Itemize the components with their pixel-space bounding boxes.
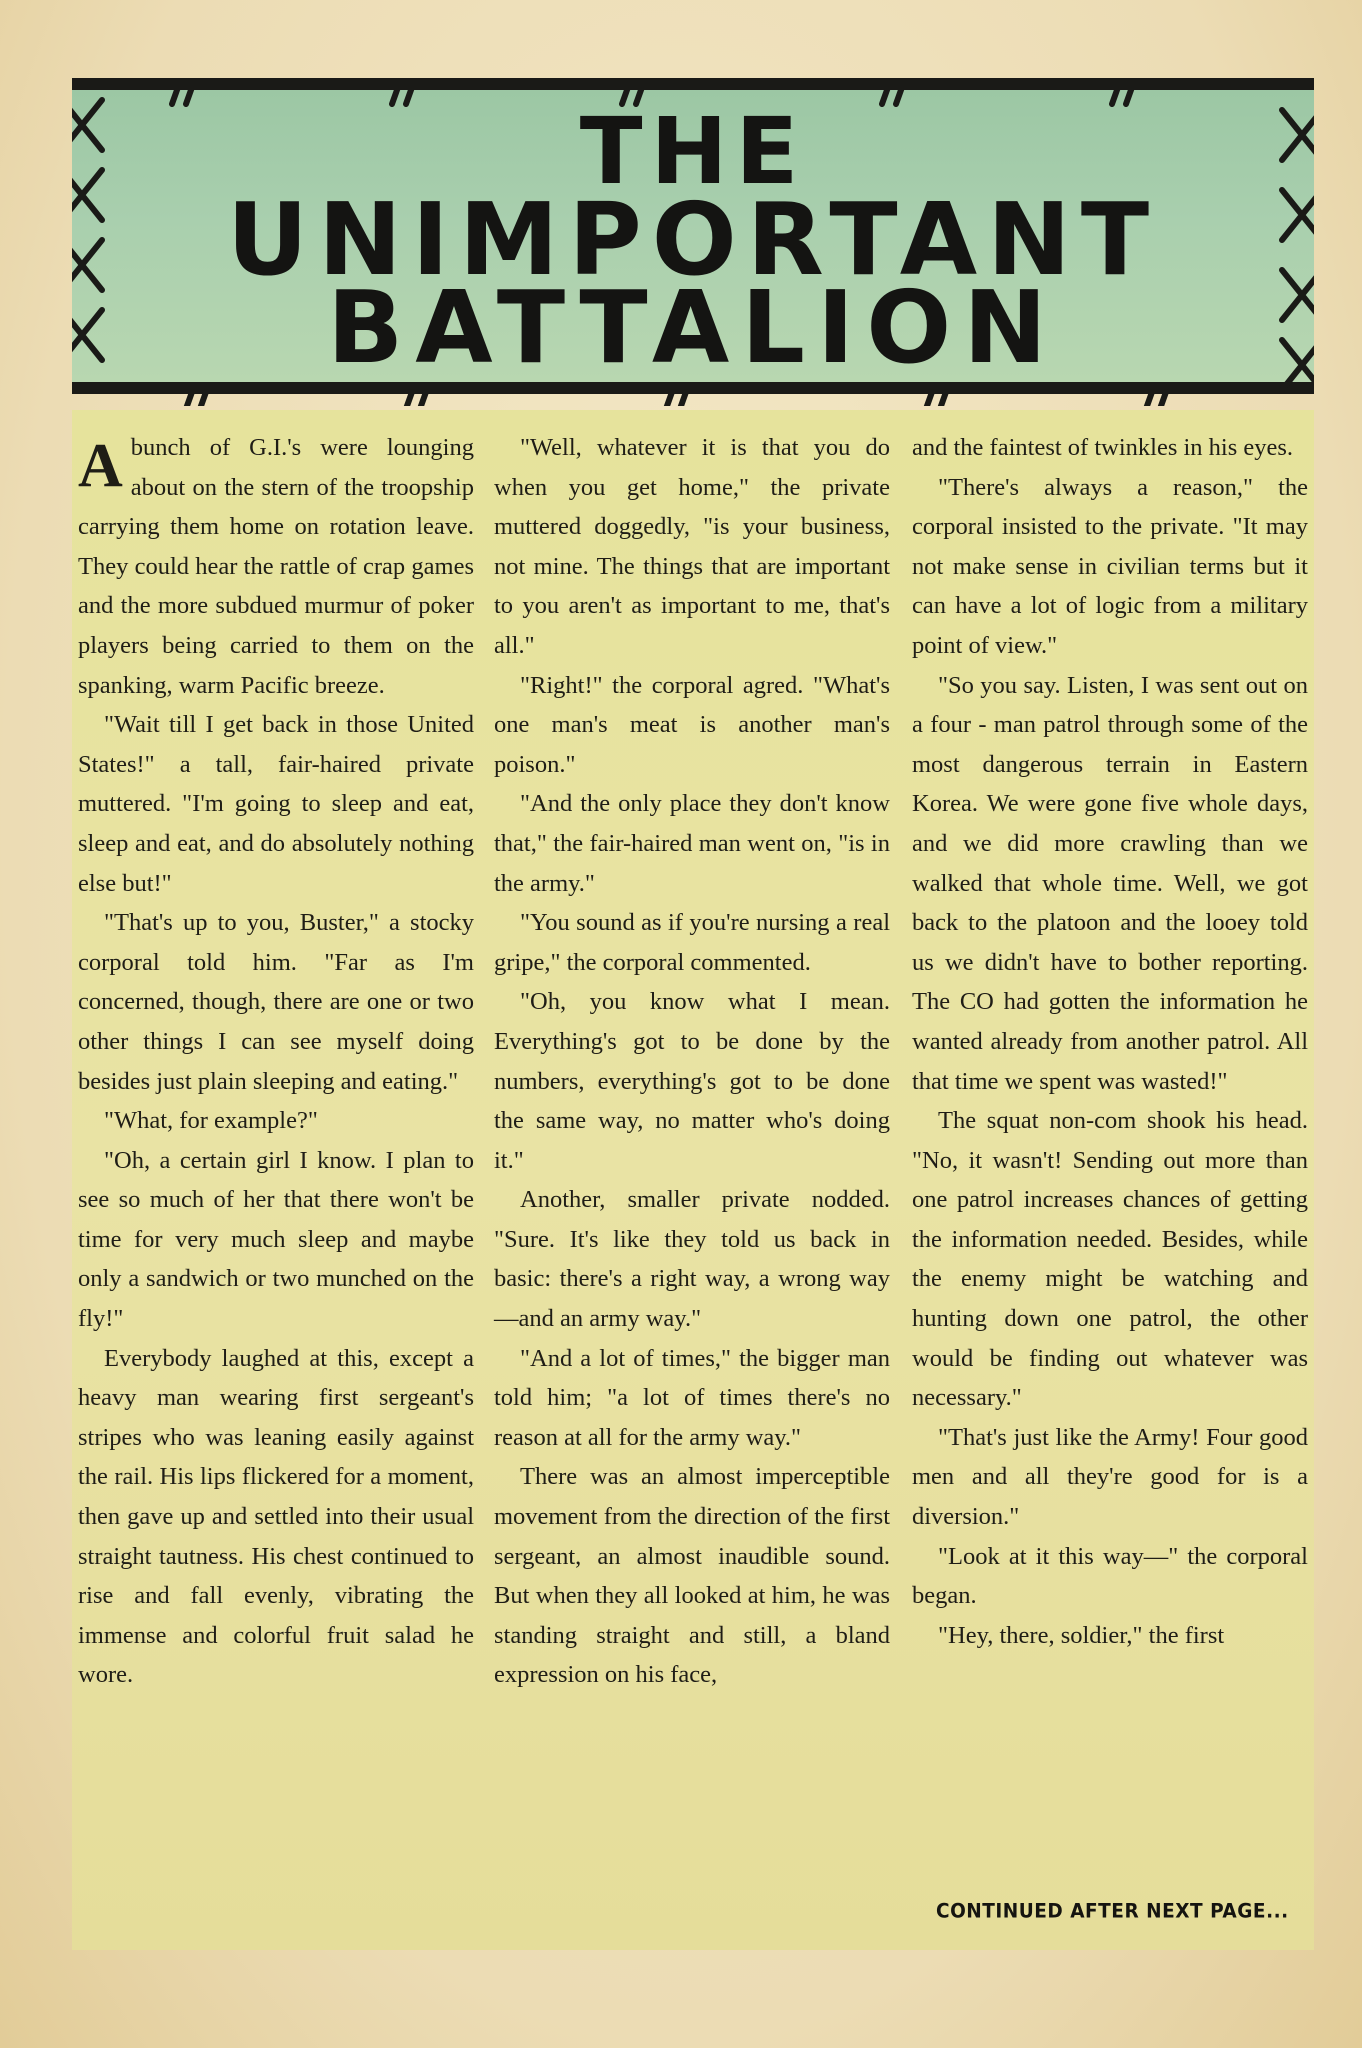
story-text-area [72, 410, 1314, 1950]
paragraph: "Right!" the corporal agred. "What's one man's meat is another man's poison." [494, 671, 890, 778]
paragraph: "What, for example?" [104, 1107, 318, 1135]
title-line-3: BATTALION [327, 269, 1059, 386]
paragraph: "You sound as if you're nursing a real gripe," the corporal commented. [494, 909, 890, 976]
paragraph: The squat non-com shook his head. "No, it wasn't! Sending out more than one patrol increases chances of getting the information needed. Besides, while the enemy might be watching and hunting down one patrol, the other would be finding out whatever was necessary." [912, 1107, 1308, 1412]
paragraph-text: bunch of G.I.'s were lounging about on the stern of the troopship carrying them home on rotation leave. They could hear the rattle of crap games and the more subdued murmur of poker players being carried to them on the spanking, warm Pacific breeze. [78, 434, 474, 699]
title-banner [72, 78, 1314, 394]
paragraph: "So you say. Listen, I was sent out on a four - man patrol through some of the most dangerous terrain in Eastern Korea. We were gone five whole days, and we did more crawling than we walked that whole time. Well, we got back to the platoon and the looey told us we didn't have to bother reporting. The CO had gotten the information he wanted already from another patrol. All that time we spent was wasted!" [912, 671, 1308, 1095]
title-line-2: UNIMPORTANT [226, 181, 1160, 298]
paragraph: "Well, whatever it is that you do when you get home," the private muttered doggedly, "is your business, not mine. The things that are important to you aren't as important to me, that's all." [494, 434, 890, 659]
paragraph [78, 428, 474, 705]
paragraph: "Look at it this way—" the corporal began. [912, 1542, 1308, 1610]
paragraph: There was an almost imperceptible movement from the direction of the first sergeant, an almost inaudible sound. But when they all looked at him, he was standing straight and still, a bland expression on his face, [494, 1463, 890, 1689]
drop-cap: A [78, 432, 123, 500]
paragraph: and the faintest of twinkles in his eyes. [912, 434, 1294, 461]
text-column-3 [912, 428, 1308, 1655]
paragraph: "And the only place they don't know that," the fair-haired man went on, "is in the army." [494, 790, 890, 897]
paragraph: "Wait till I get back in those United States!" a tall, fair-haired private muttered. "I'm going to sleep and eat, sleep and eat, and do absolutely nothing else but!" [78, 711, 474, 897]
text-column-1 [78, 428, 474, 1695]
paragraph: "That's up to you, Buster," a stocky corporal told him. "Far as I'm concerned, though, there are one or two other things I can see myself doing besides just plain sleeping and eating." [78, 909, 474, 1095]
paragraph: "Hey, there, soldier," the first [938, 1621, 1225, 1649]
text-column-2 [494, 428, 890, 1695]
continued-notice: CONTINUED AFTER NEXT PAGE... [936, 1900, 1289, 1923]
paragraph: "That's just like the Army! Four good men and all they're good for is a diversion." [912, 1423, 1308, 1531]
paragraph: "And a lot of times," the bigger man told him; "a lot of times there's no reason at all for the army way." [494, 1344, 890, 1451]
title-line-1: THE [579, 98, 807, 205]
paragraph: Everybody laughed at this, except a heavy man wearing first sergeant's stripes who was leaning easily against the rail. His lips flickered for a moment, then gave up and settled into their usual straight tautness. His chest continued to rise and fall evenly, vibrating the immense and colorful fruit salad he wore. [78, 1344, 474, 1689]
paragraph: "There's always a reason," the corporal insisted to the private. "It may not make sense in civilian terms but it can have a lot of logic from a military point of view." [912, 473, 1308, 659]
paragraph: "Oh, a certain girl I know. I plan to see so much of her that there won't be time for very much sleep and maybe only a sandwich or two munched on the fly!" [78, 1146, 474, 1333]
paragraph: "Oh, you know what I mean. Everything's got to be done by the numbers, everything's got to be done the same way, no matter who's doing it." [494, 988, 890, 1174]
paragraph: Another, smaller private nodded. "Sure. It's like they told us back in basic: there's a right way, a wrong way—and an army way." [494, 1186, 890, 1333]
